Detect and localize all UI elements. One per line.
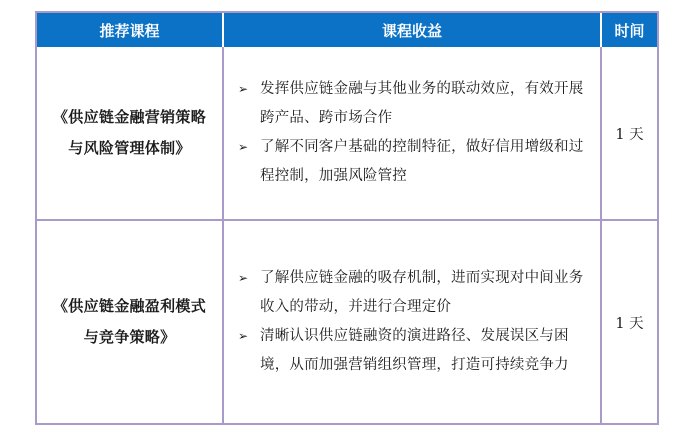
arrow-bullet-icon: ➢ <box>238 140 249 154</box>
benefit-text: 清晰认识供应链融资的演进路径、发展误区与困境，从而加强营销组织管理，打造可持续竞争力 <box>260 328 569 373</box>
table-row <box>37 47 657 221</box>
duration-cell <box>602 221 657 423</box>
table-header <box>37 13 657 47</box>
course-name-cell <box>37 221 224 423</box>
benefits-cell <box>224 47 602 219</box>
header-duration: 时间 <box>614 21 645 40</box>
benefit-item <box>238 75 592 133</box>
course-name: 《供应链金融营销策略与风险管理体制》 <box>53 108 207 157</box>
benefit-item <box>238 264 592 322</box>
benefit-item <box>238 322 592 380</box>
header-course-benefits: 课程收益 <box>224 13 602 47</box>
benefit-list <box>238 75 592 191</box>
table-row <box>37 221 657 423</box>
arrow-bullet-icon: ➢ <box>238 329 249 343</box>
duration-value: 1 天 <box>615 126 644 143</box>
course-table <box>35 11 659 425</box>
arrow-bullet-icon: ➢ <box>238 271 249 285</box>
benefits-cell <box>224 221 602 423</box>
course-name-cell <box>37 47 224 219</box>
header-recommended-course: 推荐课程 <box>37 13 224 47</box>
duration-cell <box>602 47 657 219</box>
benefit-item <box>238 133 592 191</box>
benefit-text: 发挥供应链金融与其他业务的联动效应，有效开展跨产品、跨市场合作 <box>260 81 584 126</box>
course-name: 《供应链金融盈利模式与竞争策略》 <box>53 297 207 346</box>
duration-value: 1 天 <box>615 315 644 332</box>
benefit-text: 了解供应链金融的吸存机制，进而实现对中间业务收入的带动，并进行合理定价 <box>260 270 584 315</box>
arrow-bullet-icon: ➢ <box>238 82 249 96</box>
benefit-text: 了解不同客户基础的控制特征，做好信用增级和过程控制，加强风险管控 <box>260 139 584 184</box>
benefit-list <box>238 264 592 380</box>
